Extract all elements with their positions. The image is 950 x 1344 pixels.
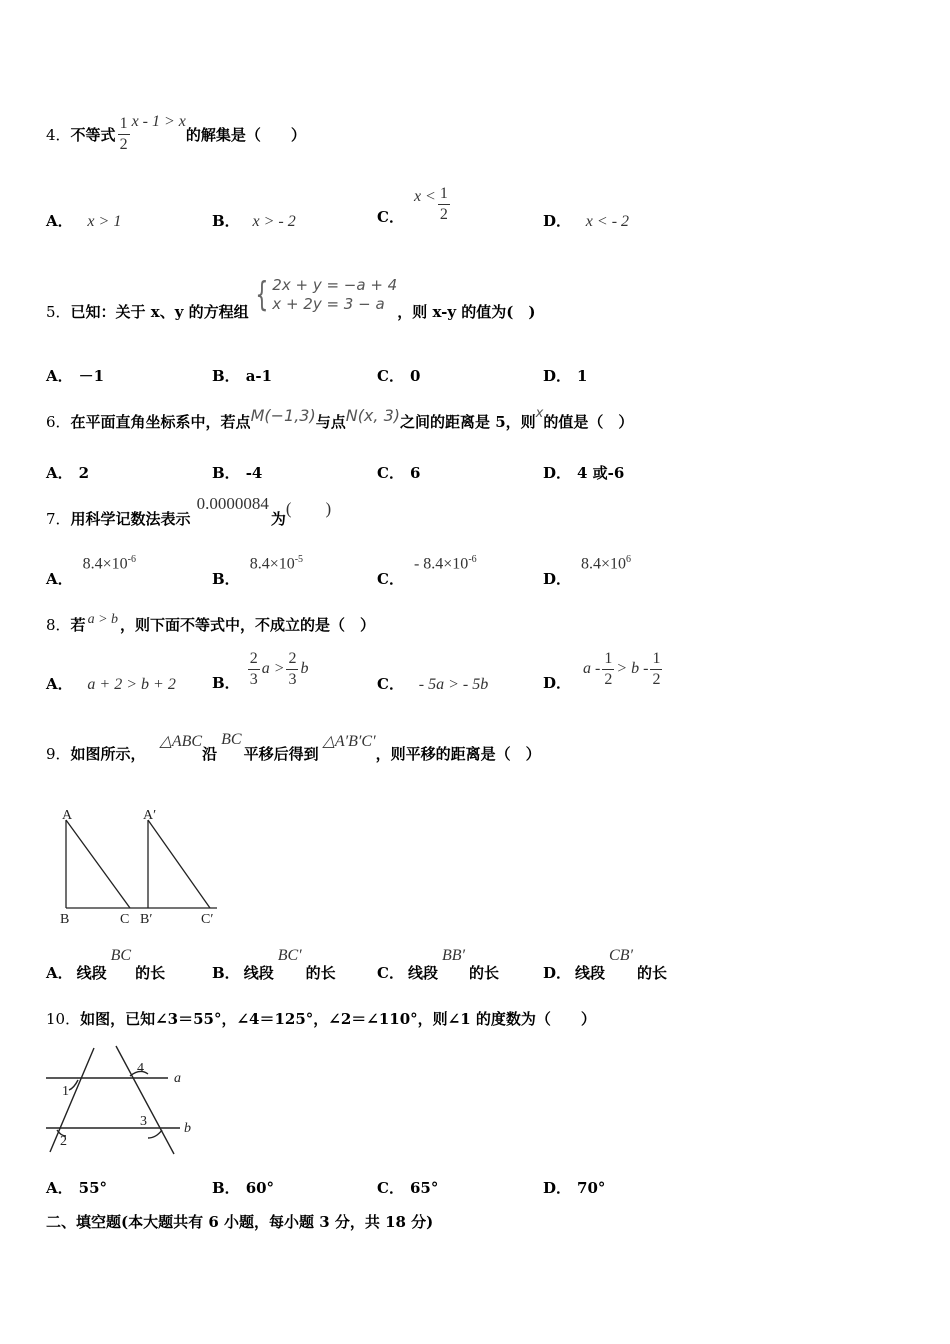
condition: a > b xyxy=(87,612,119,627)
option-label: B． xyxy=(212,964,240,982)
question-text: ，则平移的距离是（ ） xyxy=(375,745,541,763)
option-value: -4 xyxy=(245,464,263,482)
option-value: a - xyxy=(583,660,601,677)
option-text: 的长 xyxy=(305,964,336,982)
segment-a2c2 xyxy=(148,820,210,908)
fraction-one-half: $\frac{1}{2}$ xyxy=(652,649,661,688)
option-a[interactable] xyxy=(46,673,176,694)
label-b: B xyxy=(60,912,70,927)
option-text: 的长 xyxy=(469,964,500,982)
question-text: 的值是（ ） xyxy=(543,413,634,431)
option-label: A． xyxy=(46,1179,73,1197)
option-label: B． xyxy=(212,367,240,385)
point-m: M(−1,3) xyxy=(250,406,316,425)
segment-bc: BC xyxy=(221,731,242,748)
angle-3-arc xyxy=(148,1130,162,1138)
option-value: 65° xyxy=(409,1179,439,1197)
option-label: A． xyxy=(46,675,73,693)
option-label: B． xyxy=(212,212,240,230)
option-value: x < - 2 xyxy=(585,213,630,230)
label-a-prime: A′ xyxy=(143,808,157,823)
option-a[interactable] xyxy=(46,947,165,983)
option-d[interactable] xyxy=(543,947,667,983)
fraction-one-half: $\frac{1}{2}$ xyxy=(439,185,448,223)
option-value: a + 2 > b + 2 xyxy=(87,676,176,693)
option-segment: CB′ xyxy=(609,947,633,964)
option-a[interactable] xyxy=(46,462,89,483)
fraction-two-thirds: $\frac{2}{3}$ xyxy=(249,649,258,688)
variable-x: x xyxy=(535,406,544,421)
option-value: 0 xyxy=(409,367,421,385)
question-8 xyxy=(46,612,375,635)
option-b[interactable] xyxy=(212,462,262,483)
label-a: A xyxy=(62,808,73,823)
option-c[interactable] xyxy=(377,185,452,226)
question-number: 9． xyxy=(46,745,71,763)
option-segment: BC xyxy=(110,947,132,964)
transversal-right xyxy=(116,1046,174,1154)
option-label: D． xyxy=(543,964,572,982)
label-c-prime: C′ xyxy=(201,912,214,927)
fraction-two-thirds: $\frac{2}{3}$ xyxy=(288,649,297,688)
option-label: D． xyxy=(543,464,572,482)
option-label: A． xyxy=(46,570,73,588)
option-c[interactable] xyxy=(377,673,488,694)
option-value: －1 xyxy=(78,367,105,385)
question-number: 8． xyxy=(46,616,71,634)
question-text: 若 xyxy=(70,616,86,634)
option-d[interactable] xyxy=(543,1177,605,1198)
option-label: D． xyxy=(543,1179,572,1197)
option-d[interactable] xyxy=(543,646,664,692)
label-c: C xyxy=(120,912,130,927)
option-label: D． xyxy=(543,367,572,385)
section-heading: 二、填空题(本大题共有 6 小题，每小题 3 分，共 18 分) xyxy=(46,1213,434,1231)
translation-figure xyxy=(52,802,232,930)
option-label: A． xyxy=(46,367,73,385)
option-label: B． xyxy=(212,673,240,692)
option-b[interactable] xyxy=(212,365,272,386)
option-label: C． xyxy=(377,367,404,385)
triangle-a2b2c2: △A′B′C′ xyxy=(322,733,376,750)
option-text: 线段 xyxy=(243,964,274,982)
question-text: 不等式 xyxy=(70,125,116,144)
option-text: 线段 xyxy=(575,964,606,982)
option-c[interactable] xyxy=(377,947,499,983)
option-segment: BC′ xyxy=(277,947,302,964)
option-value: > b - xyxy=(616,660,649,677)
question-text: 已知：关于 x、y 的方程组 xyxy=(70,302,249,321)
fraction-one-half: $\frac{1}{2}$ xyxy=(119,114,128,153)
label-4: 4 xyxy=(137,1061,144,1076)
option-a[interactable] xyxy=(46,365,104,386)
point-n: N(x, 3) xyxy=(345,406,400,425)
question-text: 在平面直角坐标系中，若点 xyxy=(70,413,251,431)
fraction-one-half: $\frac{1}{2}$ xyxy=(604,649,613,688)
option-label: A． xyxy=(46,464,73,482)
option-d[interactable] xyxy=(543,554,631,589)
option-value: a > xyxy=(261,660,285,677)
label-1: 1 xyxy=(62,1084,69,1099)
option-text: 线段 xyxy=(407,964,438,982)
option-label: B． xyxy=(212,464,240,482)
option-label: C． xyxy=(377,675,404,693)
option-d[interactable] xyxy=(543,210,629,231)
option-a[interactable] xyxy=(46,210,121,231)
label-2: 2 xyxy=(60,1134,67,1149)
option-c[interactable] xyxy=(377,554,477,589)
question-text: 之间的距离是 5，则 xyxy=(400,413,536,431)
option-value: 4 或-6 xyxy=(577,464,625,482)
question-text: 与点 xyxy=(315,413,346,431)
triangle-abc: △ABC xyxy=(159,733,203,750)
option-value: x > - 2 xyxy=(252,213,296,230)
inequality-expression: x - 1 > x xyxy=(131,113,186,130)
option-a[interactable] xyxy=(46,1177,107,1198)
option-value: 55° xyxy=(78,1179,108,1197)
option-d[interactable] xyxy=(543,462,624,483)
segment-ac xyxy=(66,820,130,908)
question-number: 4． xyxy=(46,125,71,144)
transversal-left xyxy=(50,1048,94,1152)
left-brace-icon: { xyxy=(254,275,268,315)
label-b-line: b xyxy=(184,1121,191,1136)
option-value: $8.4\times 10^{-6}$ xyxy=(82,554,137,573)
option-text: 线段 xyxy=(76,964,107,982)
option-d[interactable] xyxy=(543,365,587,386)
question-number: 10． xyxy=(46,1010,81,1028)
option-value: a-1 xyxy=(245,367,273,385)
decimal-value: 0.0000084 xyxy=(196,494,269,513)
option-segment: BB′ xyxy=(441,947,466,964)
option-label: D． xyxy=(543,570,572,588)
option-label: C． xyxy=(377,464,404,482)
question-9 xyxy=(46,731,541,764)
question-5 xyxy=(46,271,535,319)
option-value: x > 1 xyxy=(87,213,122,230)
option-label: B． xyxy=(212,1179,240,1197)
option-value: $8.4\times 10^{-5}$ xyxy=(249,554,304,573)
option-value: b xyxy=(300,660,309,677)
option-value: 70° xyxy=(577,1179,606,1197)
label-3: 3 xyxy=(140,1114,147,1129)
question-7 xyxy=(46,494,331,529)
option-label: A． xyxy=(46,964,73,982)
question-6 xyxy=(46,406,633,432)
option-value: 6 xyxy=(409,464,421,482)
question-number: 5． xyxy=(46,302,71,321)
option-label: C． xyxy=(377,1179,404,1197)
question-text: ，则 x-y 的值为( ) xyxy=(397,302,536,321)
question-text: 用科学记数法表示 xyxy=(70,510,191,528)
question-text: 为 xyxy=(270,510,286,528)
option-a[interactable] xyxy=(46,554,136,589)
option-label: C． xyxy=(377,208,404,226)
option-value: - $8.4\times 10^{-6}$ xyxy=(413,554,477,573)
question-text: ，则下面不等式中，不成立的是（ ） xyxy=(120,616,376,634)
option-label: D． xyxy=(543,212,572,230)
question-number: 7． xyxy=(46,510,71,528)
option-value: - 5a > - 5b xyxy=(418,676,489,693)
label-a-line: a xyxy=(174,1071,181,1086)
option-value: 1 xyxy=(577,367,588,385)
option-value: 2 xyxy=(78,464,90,482)
option-value: x < xyxy=(413,187,436,205)
question-text: 如图，已知∠3＝55°，∠4＝125°，∠2＝∠110°，则∠1 的度数为（ ） xyxy=(80,1010,596,1028)
option-b[interactable] xyxy=(212,210,296,231)
option-b[interactable] xyxy=(212,947,336,983)
option-label: C． xyxy=(377,964,404,982)
question-4 xyxy=(46,104,306,164)
option-value: 60° xyxy=(245,1179,275,1197)
option-label: B． xyxy=(212,570,240,588)
option-text: 的长 xyxy=(636,964,667,982)
question-text: 平移后得到 xyxy=(243,745,319,763)
option-c[interactable] xyxy=(377,365,420,386)
option-label: A． xyxy=(46,212,73,230)
answer-parentheses: ( ) xyxy=(285,499,332,518)
option-c[interactable] xyxy=(377,462,420,483)
option-text: 的长 xyxy=(135,964,166,982)
question-text: 的解集是（ ） xyxy=(185,125,306,144)
equation-1: 2x + y = −a + 4 xyxy=(272,275,398,294)
question-number: 6． xyxy=(46,413,71,431)
question-text: 沿 xyxy=(202,745,218,763)
option-label: C． xyxy=(377,570,404,588)
equation-2: x + 2y = 3 − a xyxy=(272,295,385,313)
option-value: $8.4\times 10^6$ xyxy=(581,554,632,573)
equation-system xyxy=(251,276,398,315)
parallel-lines-figure xyxy=(44,1042,204,1160)
question-text: 如图所示， xyxy=(70,745,146,763)
label-b-prime: B′ xyxy=(140,912,153,927)
option-b[interactable] xyxy=(212,554,303,589)
option-label: D． xyxy=(543,673,572,692)
option-c[interactable] xyxy=(377,1177,438,1198)
option-b[interactable] xyxy=(212,646,308,692)
option-b[interactable] xyxy=(212,1177,274,1198)
question-10 xyxy=(46,1008,596,1029)
